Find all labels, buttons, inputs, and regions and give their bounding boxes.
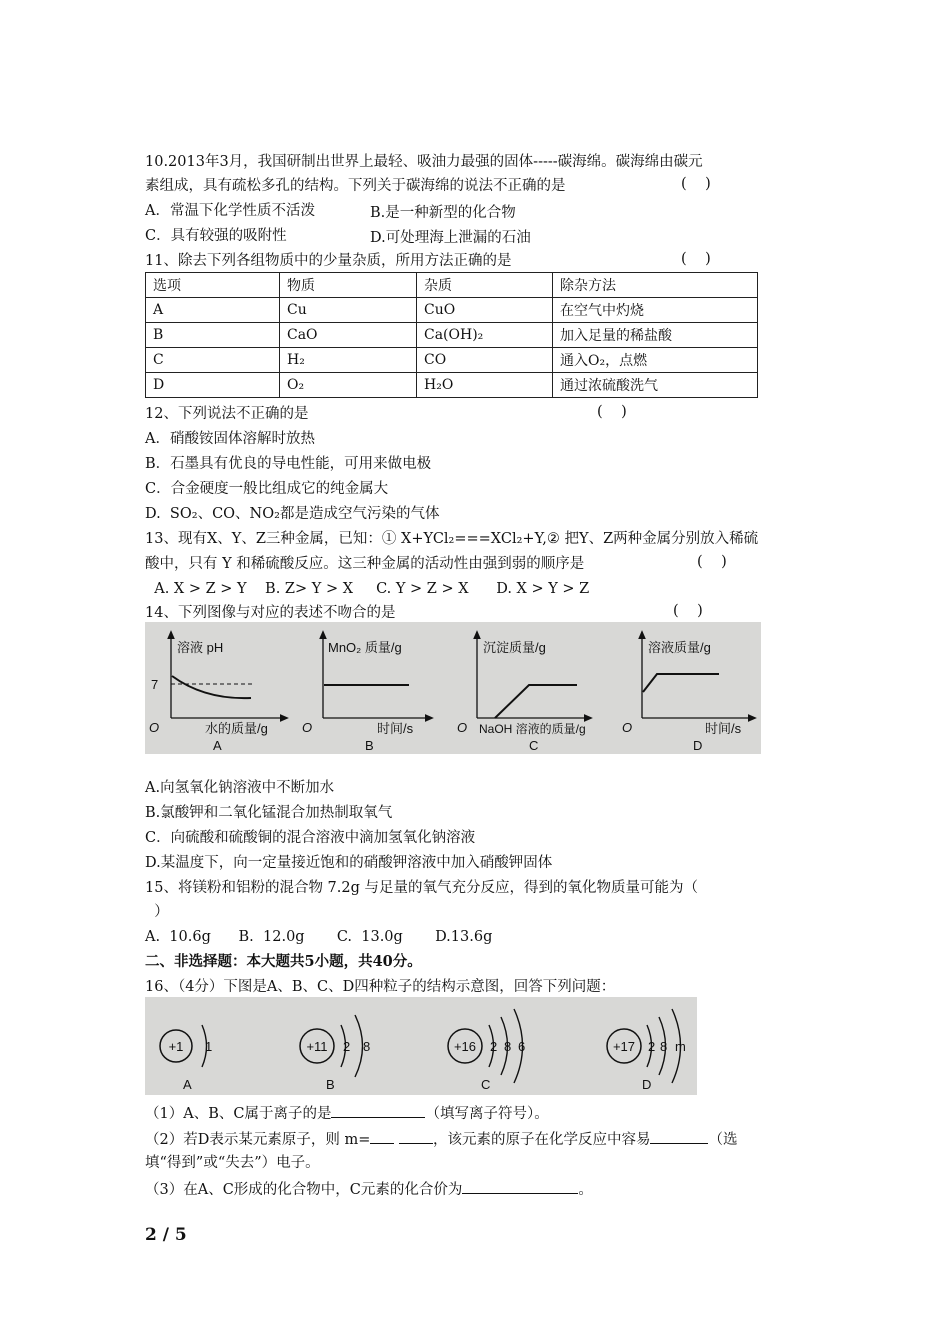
q16-part2-suffix: （选 bbox=[708, 1132, 738, 1148]
graph-a-tick-7: 7 bbox=[151, 677, 159, 692]
atom-b-shell-arc-2 bbox=[355, 1015, 363, 1077]
table-cell: H₂O bbox=[417, 373, 553, 398]
graph-a-curve bbox=[172, 676, 251, 698]
table-header: 物质 bbox=[280, 273, 417, 298]
graph-a-letter: A bbox=[213, 738, 222, 753]
table-row bbox=[146, 348, 758, 373]
q14-graphs-svg bbox=[145, 622, 761, 754]
atom-a-nucleus-label: +1 bbox=[168, 1039, 184, 1054]
page-number: 2 / 5 bbox=[145, 1225, 187, 1245]
q16-part2-blank-m-b[interactable] bbox=[399, 1128, 433, 1144]
atom-a bbox=[160, 1025, 212, 1092]
q15-options: A. 10.6g B. 12.0g C. 13.0g D.13.6g bbox=[145, 929, 493, 945]
q16-part3 bbox=[145, 1178, 593, 1200]
section-2-heading: 二、非选择题：本大题共5小题，共40分。 bbox=[145, 953, 422, 970]
q16-part1 bbox=[145, 1102, 549, 1124]
atom-b-nucleus-label: +11 bbox=[306, 1039, 328, 1054]
graph-b-ylabel: MnO₂ 质量/g bbox=[328, 640, 402, 655]
atom-b bbox=[300, 1015, 370, 1092]
q11-answer-bracket: ( ) bbox=[681, 251, 711, 267]
q13-line2: 酸中，只有 Y 和稀硫酸反应。这三种金属的活动性由强到弱的顺序是 bbox=[145, 556, 585, 572]
q16-atom-panel bbox=[145, 997, 697, 1095]
q16-stem: 16、（4分）下图是A、B、C、D四种粒子的结构示意图，回答下列问题： bbox=[145, 979, 616, 995]
q13-answer-bracket: ( ) bbox=[697, 554, 727, 570]
atom-d-shell-3: m bbox=[675, 1039, 686, 1054]
q13-line1: 13、现有X、Y、Z三种金属，已知：① X+YCl₂===XCl₂+Y,② 把Y、Z两种金属分别放入稀硫 bbox=[145, 531, 759, 547]
table-cell: CuO bbox=[417, 298, 553, 323]
atom-a-letter: A bbox=[183, 1077, 192, 1092]
table-header: 选项 bbox=[146, 273, 280, 298]
q10-option-b: B.是一种新型的化合物 bbox=[370, 205, 516, 221]
graph-c-line bbox=[495, 685, 577, 718]
q14-answer-bracket: ( ) bbox=[673, 603, 703, 619]
atom-d bbox=[607, 1009, 686, 1092]
atom-c-nucleus-label: +16 bbox=[453, 1039, 477, 1054]
q14-option-a: A.向氢氧化钠溶液中不断加水 bbox=[145, 780, 335, 796]
q10-line1: 10.2013年3月，我国研制出世界上最轻、吸油力最强的固体-----碳海绵。碳海绵由碳元 bbox=[145, 154, 703, 170]
q16-part1-suffix: （填写离子符号）。 bbox=[425, 1106, 549, 1122]
q10-option-a: A．常温下化学性质不活泼 bbox=[145, 203, 315, 219]
graph-d-xlabel: 时间/s bbox=[705, 721, 742, 736]
graph-b-origin: O bbox=[302, 720, 313, 735]
atom-b-letter: B bbox=[326, 1077, 335, 1092]
table-cell: D bbox=[146, 373, 280, 398]
q10-option-c: C．具有较强的吸附性 bbox=[145, 228, 287, 244]
q12-stem: 12、下列说法不正确的是 bbox=[145, 406, 309, 422]
table-header: 杂质 bbox=[417, 273, 553, 298]
atom-d-letter: D bbox=[642, 1077, 652, 1092]
q12-option-a: A．硝酸铵固体溶解时放热 bbox=[145, 431, 315, 447]
atom-b-shell-1: 2 bbox=[343, 1039, 351, 1054]
q16-part2-blank-tendency[interactable] bbox=[650, 1128, 708, 1144]
q16-part2-text: （2）若D表示某元素原子，则 m= bbox=[145, 1132, 371, 1148]
q16-part2-cont: 填“得到”或“失去”）电子。 bbox=[145, 1155, 320, 1171]
table-header: 除杂方法 bbox=[553, 273, 758, 298]
table-cell: 通过浓硫酸洗气 bbox=[553, 373, 758, 398]
graph-b-letter: B bbox=[365, 738, 374, 753]
table-cell: 加入足量的稀盐酸 bbox=[553, 323, 758, 348]
graph-a-ylabel: 溶液 pH bbox=[177, 640, 224, 655]
graph-a-origin: O bbox=[149, 720, 160, 735]
q16-part3-suffix: 。 bbox=[578, 1182, 593, 1198]
atom-a-shell-1: 1 bbox=[205, 1039, 213, 1054]
q14-option-c: C．向硫酸和硫酸铜的混合溶液中滴加氢氧化钠溶液 bbox=[145, 830, 476, 846]
graph-c-ylabel: 沉淀质量/g bbox=[483, 640, 546, 655]
atom-b-shell-2: 8 bbox=[363, 1039, 371, 1054]
q11-table bbox=[145, 272, 758, 398]
graph-a-xlabel: 水的质量/g bbox=[205, 721, 268, 736]
q16-part1-text: （1）A、B、C属于离子的是 bbox=[145, 1106, 332, 1122]
q10-line2: 素组成，具有疏松多孔的结构。下列关于碳海绵的说法不正确的是 bbox=[145, 178, 566, 194]
table-cell: Cu bbox=[280, 298, 417, 323]
q16-part2 bbox=[145, 1128, 737, 1150]
q15-line2: ） bbox=[145, 904, 169, 920]
q16-part2-middle: ，该元素的原子在化学反应中容易 bbox=[432, 1132, 651, 1148]
q16-part3-text: （3）在A、C形成的化合物中，C元素的化合价为 bbox=[145, 1182, 463, 1198]
table-row bbox=[146, 298, 758, 323]
q10-answer-bracket: ( ) bbox=[681, 176, 711, 192]
table-cell: A bbox=[146, 298, 280, 323]
q13-options: A. X > Z > Y B. Z> Y > X C. Y > Z > X D. X > Y > Z bbox=[145, 581, 590, 597]
table-cell: C bbox=[146, 348, 280, 373]
q12-option-d: D. SO₂、CO、NO₂都是造成空气污染的气体 bbox=[145, 506, 440, 522]
atom-c-shell-2: 8 bbox=[504, 1039, 512, 1054]
graph-b-xlabel: 时间/s bbox=[377, 721, 414, 736]
atom-d-nucleus-label: +17 bbox=[612, 1039, 636, 1054]
q14-option-d: D.某温度下，向一定量接近饱和的硝酸钾溶液中加入硝酸钾固体 bbox=[145, 855, 553, 871]
q12-answer-bracket: ( ) bbox=[597, 404, 627, 420]
graph-d bbox=[622, 634, 753, 753]
graph-c-origin: O bbox=[457, 720, 468, 735]
table-cell: Ca(OH)₂ bbox=[417, 323, 553, 348]
graph-b bbox=[302, 634, 430, 753]
q10-option-d: D.可处理海上泄漏的石油 bbox=[370, 230, 531, 246]
atom-c-shell-1: 2 bbox=[490, 1039, 498, 1054]
q16-atoms-svg bbox=[145, 997, 697, 1095]
q12-option-c: C．合金硬度一般比组成它的纯金属大 bbox=[145, 481, 389, 497]
table-row bbox=[146, 323, 758, 348]
table-cell: CO bbox=[417, 348, 553, 373]
atom-c bbox=[448, 1009, 525, 1092]
table-cell: 在空气中灼烧 bbox=[553, 298, 758, 323]
q11-stem: 11、除去下列各组物质中的少量杂质，所用方法正确的是 bbox=[145, 253, 512, 269]
graph-c-letter: C bbox=[529, 738, 539, 753]
table-cell: 通入O₂，点燃 bbox=[553, 348, 758, 373]
q15-line1: 15、将镁粉和铝粉的混合物 7.2g 与足量的氧气充分反应，得到的氧化物质量可能为（ bbox=[145, 880, 699, 896]
q16-part3-blank[interactable] bbox=[462, 1178, 578, 1194]
graph-d-ylabel: 溶液质量/g bbox=[648, 640, 711, 655]
graph-d-letter: D bbox=[693, 738, 703, 753]
atom-d-shell-1: 2 bbox=[648, 1039, 656, 1054]
graph-a bbox=[149, 634, 285, 753]
table-cell: O₂ bbox=[280, 373, 417, 398]
graph-c bbox=[457, 634, 589, 753]
atom-d-shell-2: 8 bbox=[660, 1039, 668, 1054]
graph-c-xlabel: NaOH 溶液的质量/g bbox=[479, 722, 586, 736]
atom-c-letter: C bbox=[481, 1077, 491, 1092]
q16-part2-blank-m-a[interactable] bbox=[370, 1128, 394, 1144]
q14-graph-panel bbox=[145, 622, 761, 754]
graph-d-line bbox=[643, 674, 719, 692]
graph-d-origin: O bbox=[622, 720, 633, 735]
q14-option-b: B.氯酸钾和二氧化锰混合加热制取氧气 bbox=[145, 805, 393, 821]
table-header-row bbox=[146, 273, 758, 298]
q12-option-b: B．石墨具有优良的导电性能，可用来做电极 bbox=[145, 456, 432, 472]
q14-stem: 14、下列图像与对应的表述不吻合的是 bbox=[145, 605, 396, 621]
table-cell: CaO bbox=[280, 323, 417, 348]
table-cell: B bbox=[146, 323, 280, 348]
atom-c-shell-3: 6 bbox=[518, 1039, 526, 1054]
table-row bbox=[146, 373, 758, 398]
q16-part1-blank[interactable] bbox=[331, 1102, 425, 1118]
table-cell: H₂ bbox=[280, 348, 417, 373]
